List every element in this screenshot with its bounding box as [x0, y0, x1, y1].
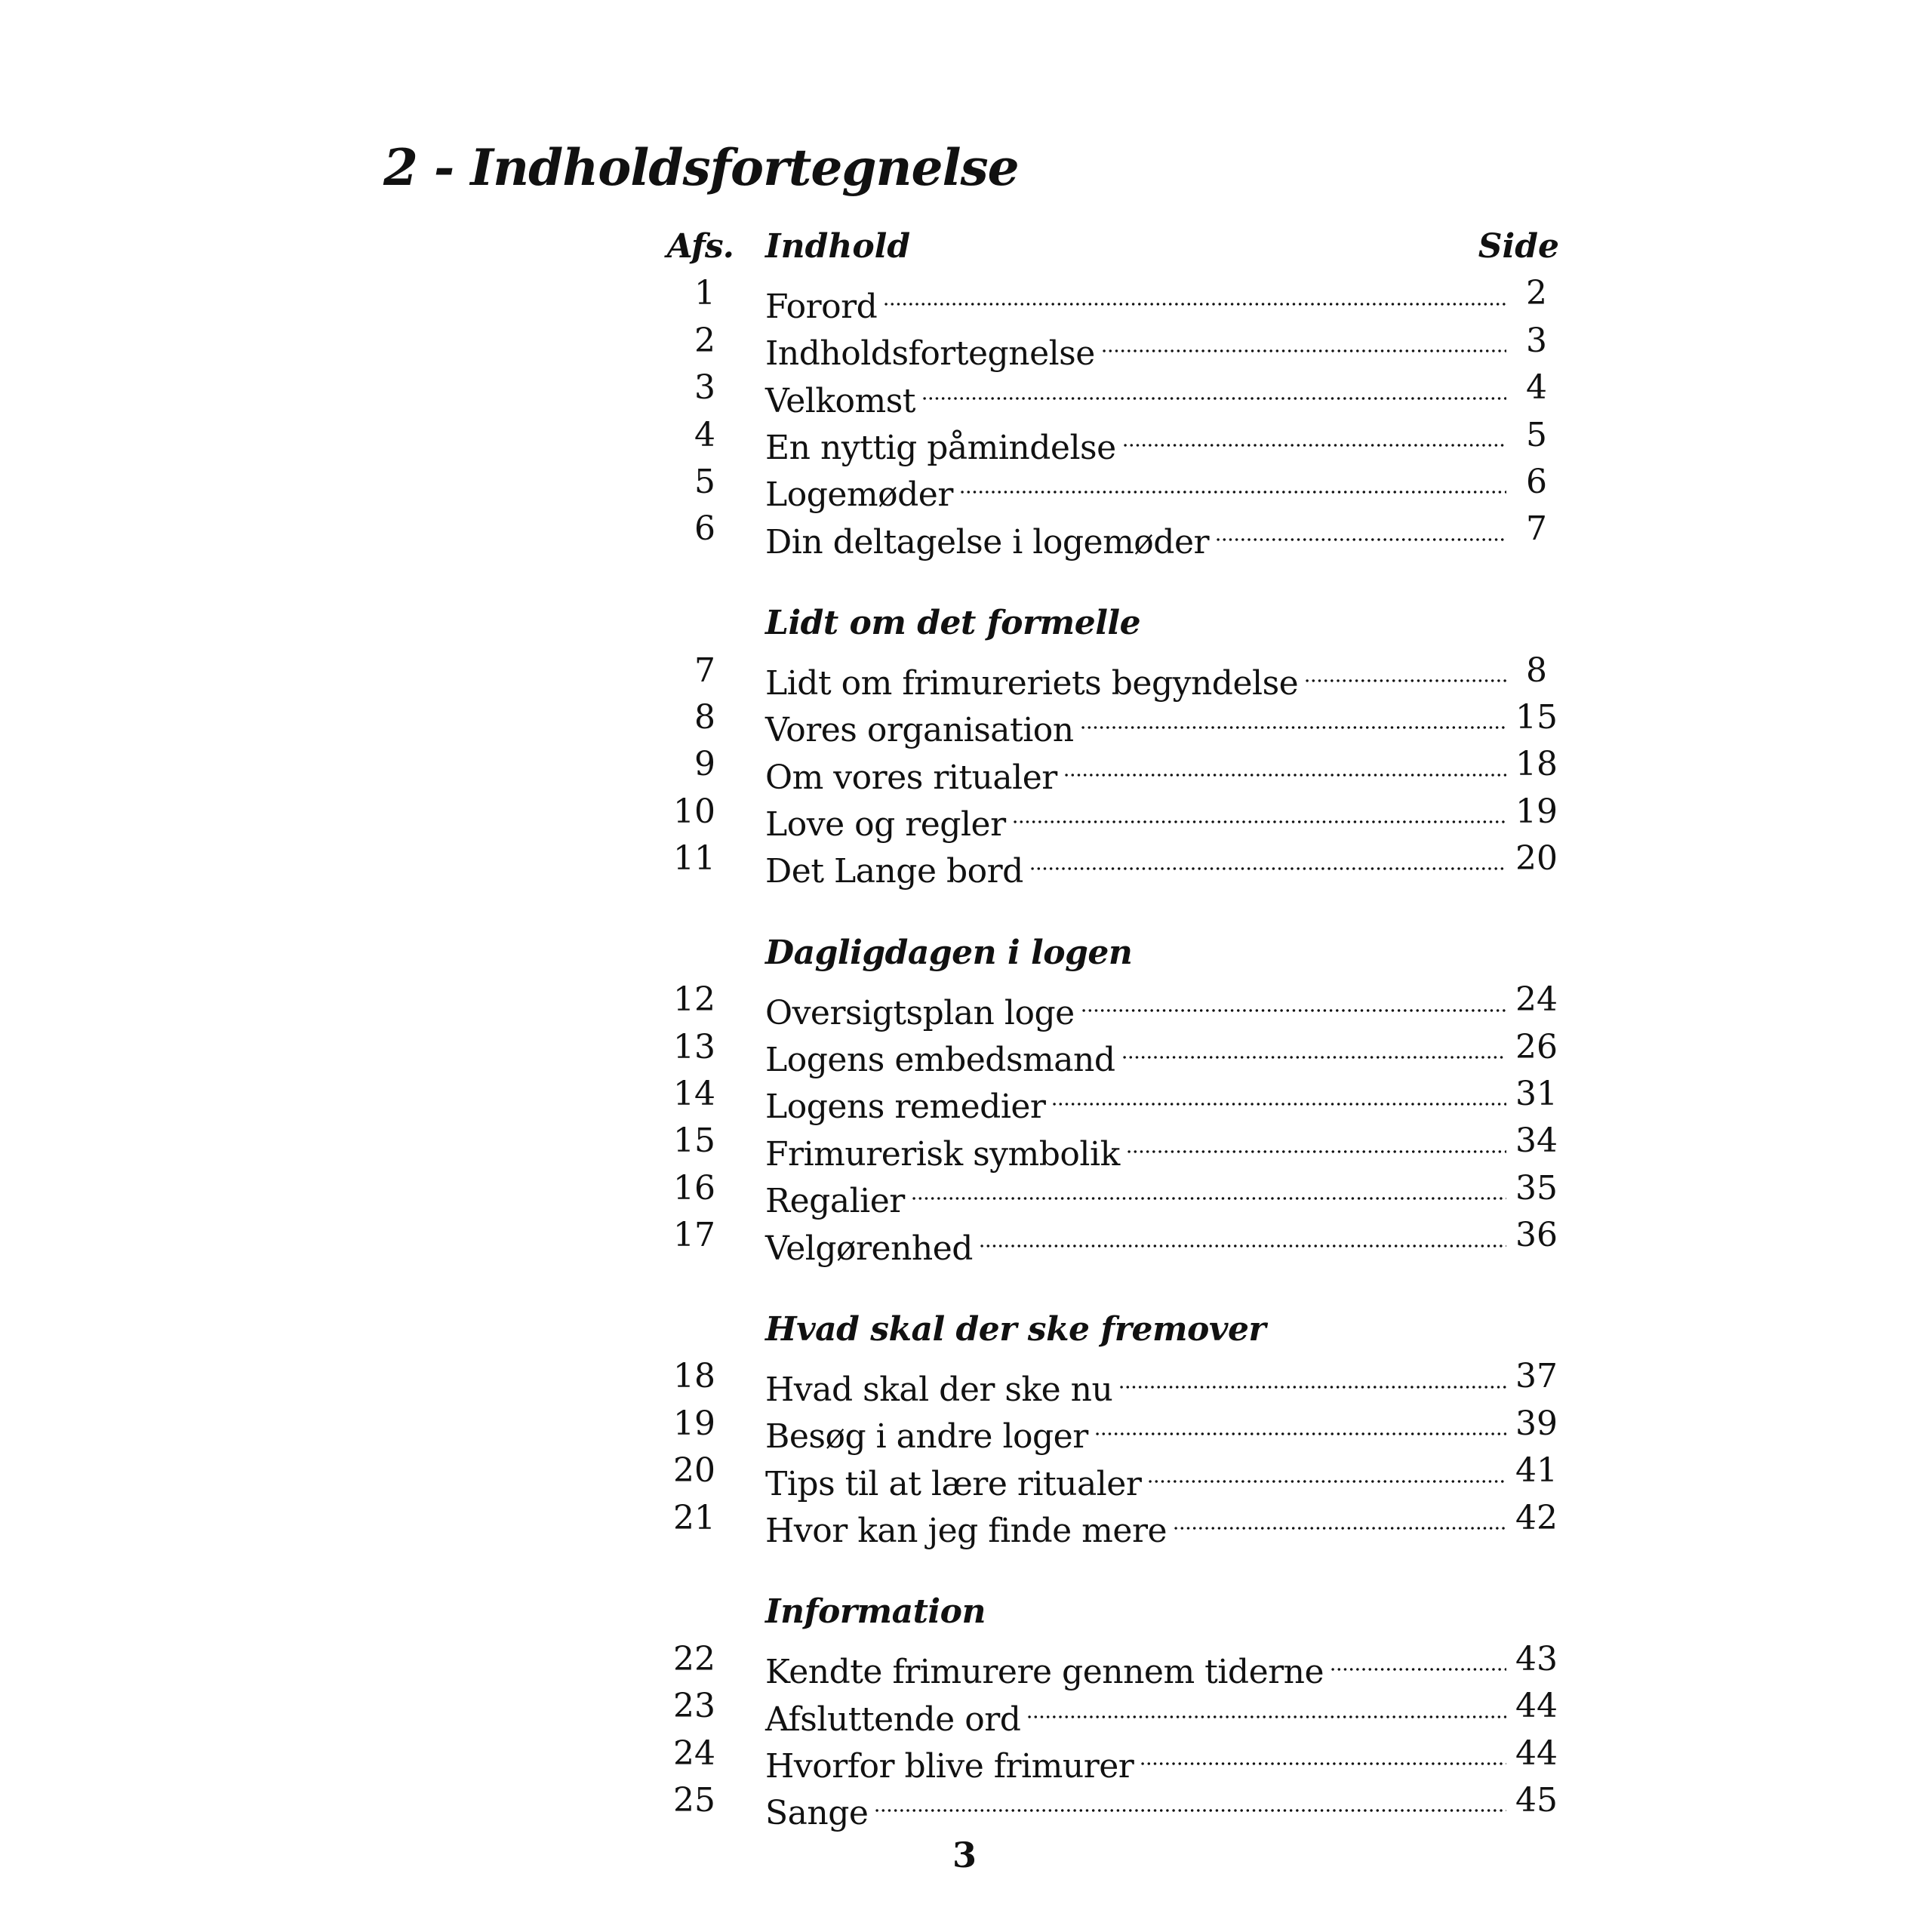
page-column-header: Side [1478, 227, 1559, 266]
toc-entry[interactable] [664, 412, 1559, 467]
toc-entry-title: Det Lange bord [765, 848, 1026, 895]
toc-entry-number: 8 [694, 697, 715, 737]
section-group-heading-row [664, 600, 1559, 647]
toc-entry[interactable] [664, 1401, 1559, 1457]
toc-entry[interactable] [664, 1212, 1559, 1268]
toc-entry-title: Velkomst [765, 378, 918, 425]
toc-entry-number: 12 [673, 980, 715, 1020]
toc-entry-number: 6 [694, 509, 715, 549]
toc-entry[interactable] [664, 977, 1559, 1032]
toc-entry-page: 42 [1515, 1498, 1558, 1537]
page-number: 3 [952, 1835, 977, 1875]
dot-leader [1009, 789, 1559, 835]
toc-entry-title: Regalier [765, 1178, 908, 1225]
dot-leader [1077, 694, 1559, 741]
toc-entry-page: 35 [1515, 1168, 1558, 1208]
toc-entry-title: Vores organisation [765, 707, 1077, 754]
dot-leader [918, 365, 1559, 411]
dot-leader [1091, 1401, 1559, 1447]
toc-entry-number: 9 [694, 745, 715, 784]
toc-entry-title: Frimurerisk symbolik [765, 1131, 1123, 1178]
toc-entry-number: 4 [694, 415, 715, 454]
toc-entry-number: 21 [673, 1498, 715, 1537]
toc-entry[interactable] [664, 318, 1559, 374]
section-group-heading-row [664, 1589, 1559, 1635]
toc-entry[interactable] [664, 835, 1559, 891]
toc-entry-title: Hvad skal der ske nu [765, 1367, 1115, 1414]
dot-leader [1026, 835, 1559, 882]
toc-entry-page: 20 [1515, 839, 1558, 878]
toc-entry-title: Logens remedier [765, 1084, 1048, 1131]
toc-entry-page: 24 [1515, 980, 1558, 1020]
toc-entry-page: 5 [1526, 415, 1547, 454]
toc-entry[interactable] [664, 1683, 1559, 1739]
toc-entry[interactable] [664, 365, 1559, 420]
toc-entry-page: 7 [1526, 509, 1547, 549]
page-title: 2 - Indholdsfortegnelse [383, 138, 1019, 197]
toc-entry-title: Tips til at lære ritualer [765, 1461, 1144, 1508]
toc-entry-number: 17 [673, 1216, 715, 1255]
section-group-heading-row [664, 1306, 1559, 1353]
toc-entry[interactable] [664, 741, 1559, 797]
toc-entry-number: 22 [673, 1639, 715, 1678]
toc-entry-number: 5 [694, 462, 715, 501]
toc-entry-page: 19 [1515, 792, 1558, 831]
toc-entry-title: Om vores ritualer [765, 755, 1060, 801]
section-column-header: Afs. [666, 227, 734, 266]
toc-entry[interactable] [664, 1495, 1559, 1550]
toc-entry-page: 44 [1515, 1734, 1558, 1773]
toc-entry-page: 39 [1515, 1404, 1558, 1443]
toc-entry[interactable] [664, 1024, 1559, 1080]
toc-entry-title: Kendte frimurere gennem tiderne [765, 1649, 1327, 1696]
table-of-contents [664, 223, 1559, 1833]
toc-entry[interactable] [664, 506, 1559, 561]
toc-entry-number: 2 [694, 321, 715, 360]
toc-entry-title: Indholdsfortegnelse [765, 331, 1098, 377]
toc-entry-page: 36 [1515, 1216, 1558, 1255]
toc-entry[interactable] [664, 1730, 1559, 1786]
toc-entry[interactable] [664, 789, 1559, 844]
toc-entry[interactable] [664, 459, 1559, 515]
toc-entry[interactable] [664, 1777, 1559, 1833]
toc-entry-title: Lidt om frimureriets begyndelse [765, 660, 1301, 707]
toc-entry-title: Hvor kan jeg finde mere [765, 1508, 1170, 1555]
dot-leader [1123, 1118, 1559, 1164]
group-spacer [664, 1260, 1559, 1306]
toc-entry-number: 15 [673, 1121, 715, 1161]
toc-entry-page: 31 [1515, 1075, 1558, 1114]
dot-leader [1048, 1071, 1559, 1118]
toc-entry-page: 3 [1526, 321, 1547, 360]
dot-leader [956, 459, 1559, 506]
toc-entry-title: Logemøder [765, 472, 956, 518]
toc-entry[interactable] [664, 1071, 1559, 1127]
section-group-heading: Information [765, 1592, 986, 1632]
toc-entry-title: En nyttig påmindelse [765, 425, 1119, 472]
dot-leader [1115, 1353, 1559, 1400]
dot-leader [1098, 318, 1559, 365]
dot-leader [976, 1212, 1559, 1259]
toc-entry-number: 3 [694, 368, 715, 408]
toc-entry-page: 43 [1515, 1639, 1558, 1678]
section-group-heading: Dagligdagen i logen [765, 933, 1133, 972]
section-group-heading: Hvad skal der ske fremover [765, 1309, 1266, 1349]
toc-entry[interactable] [664, 648, 1559, 703]
dot-leader [871, 1777, 1559, 1824]
toc-entry-title: Besøg i andre loger [765, 1414, 1091, 1460]
toc-entry-page: 37 [1515, 1357, 1558, 1396]
toc-entry-title: Din deltagelse i logemøder [765, 519, 1212, 566]
dot-leader [1137, 1730, 1559, 1777]
toc-entry-page: 2 [1526, 274, 1547, 313]
dot-leader [1078, 977, 1559, 1023]
toc-entry-title: Velgørenhed [765, 1226, 976, 1272]
toc-entry-title: Forord [765, 284, 880, 331]
toc-entry-page: 8 [1526, 651, 1547, 690]
group-spacer [664, 882, 1559, 929]
toc-entry[interactable] [664, 1636, 1559, 1692]
toc-entry-page: 18 [1515, 745, 1558, 784]
toc-entry-number: 7 [694, 651, 715, 690]
toc-entry-title: Sange [765, 1790, 871, 1837]
toc-entry-number: 24 [673, 1734, 715, 1773]
section-group-heading: Lidt om det formelle [765, 604, 1141, 643]
toc-entry-page: 41 [1515, 1451, 1558, 1491]
toc-entry-number: 25 [673, 1780, 715, 1820]
toc-entry-number: 18 [673, 1357, 715, 1396]
toc-entry[interactable] [664, 1353, 1559, 1409]
toc-entry-title: Afsluttende ord [765, 1697, 1023, 1743]
toc-entry[interactable] [664, 1118, 1559, 1174]
section-group-heading-row [664, 930, 1559, 977]
dot-leader [1119, 412, 1559, 459]
toc-entry-title: Logens embedsmand [765, 1037, 1118, 1084]
group-spacer [664, 553, 1559, 600]
dot-leader [880, 270, 1559, 317]
toc-entry-number: 20 [673, 1451, 715, 1491]
toc-entry-number: 10 [673, 792, 715, 831]
toc-entry-page: 4 [1526, 368, 1547, 408]
toc-entry-number: 14 [673, 1075, 715, 1114]
dot-leader [908, 1165, 1559, 1212]
content-column-header: Indhold [765, 227, 911, 266]
toc-entry-title-with-leader [765, 1777, 1559, 1838]
toc-entry[interactable] [664, 270, 1559, 326]
toc-entry-number: 1 [694, 274, 715, 313]
toc-entry-page: 26 [1515, 1027, 1558, 1066]
toc-entry[interactable] [664, 1447, 1559, 1503]
toc-body [664, 270, 1559, 1833]
toc-entry-number: 16 [673, 1168, 715, 1208]
toc-entry-page: 6 [1526, 462, 1547, 501]
dot-leader [1060, 741, 1559, 788]
toc-entry[interactable] [664, 694, 1559, 750]
toc-entry-title: Hvorfor blive frimurer [765, 1743, 1137, 1790]
toc-entry-number: 19 [673, 1404, 715, 1443]
toc-entry-title: Oversigtsplan loge [765, 990, 1078, 1037]
dot-leader [1144, 1447, 1559, 1494]
group-spacer [664, 1542, 1559, 1589]
toc-entry-title: Love og regler [765, 801, 1009, 848]
dot-leader [1170, 1495, 1559, 1542]
toc-entry-page: 44 [1515, 1687, 1558, 1726]
toc-entry-page: 34 [1515, 1121, 1558, 1161]
toc-entry-number: 13 [673, 1027, 715, 1066]
dot-leader [1023, 1683, 1559, 1730]
toc-entry-page: 15 [1515, 697, 1558, 737]
dot-leader [1118, 1024, 1560, 1071]
toc-entry-number: 23 [673, 1687, 715, 1726]
toc-entry-number: 11 [673, 839, 715, 878]
toc-entry[interactable] [664, 1165, 1559, 1221]
toc-entry-page: 45 [1515, 1780, 1558, 1820]
toc-header-row [664, 223, 1559, 270]
